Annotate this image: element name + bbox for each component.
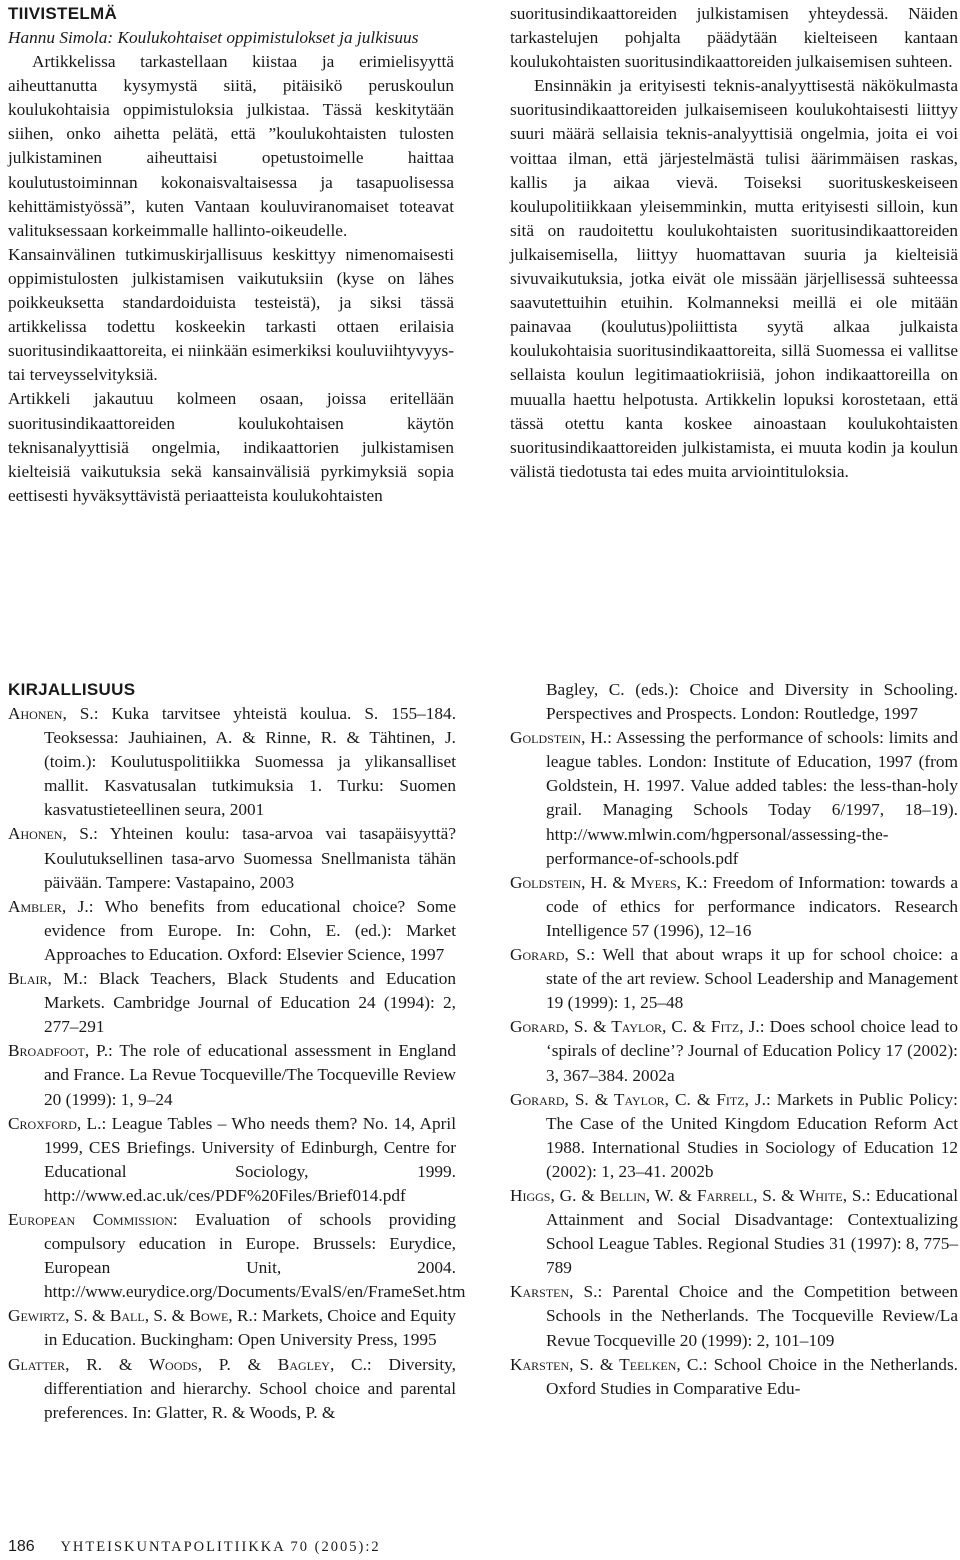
reference-text: : Does school choice lead to ‘spirals of decline’? Journal of Education Policy 17 (2002): 3, 367–384. 2002a [546, 1017, 959, 1085]
abstract-heading: TIIVISTELMÄ [8, 4, 118, 23]
reference-entry [8, 1353, 456, 1425]
abstract-paragraph: Artikkeli jakautuu kolmeen osaan, joissa eritellään suoritusindikaattoreiden koulukohtaisen käytön teknisanalyyttisiä ongelmia, indikaattorien julkistamisen kielteisiä vaikutuksia sekä kansainvälisiä pyrkimyksiä sopia eettisesti hyväksyttävistä periaatteista koulukohtaisten [8, 389, 454, 505]
reference-text: : League Tables – Who needs them? No. 14, April 1999, CES Briefings. University of Edinburgh, Centre for Educational Sociology, 1999. http://www.ed.ac.uk/ces/PDF%20Files/Brief014.pdf [44, 1113, 456, 1205]
reference-entry [8, 895, 456, 967]
reference-text: : Who benefits from educational choice? Some evidence from Europe. In: Cohn, E. (ed.): Market Approaches to Education. Oxford: Elsevier Science, 1997 [44, 896, 456, 964]
reference-entry [8, 1208, 466, 1304]
reference-entry [510, 943, 958, 1015]
reference-entry [510, 726, 958, 871]
reference-authors: Goldstein, H. & Myers, K. [510, 872, 703, 892]
reference-text: : Black Teachers, Black Students and Education Markets. Cambridge Journal of Education 24 (1994): 2, 277–291 [44, 969, 456, 1037]
reference-text: : Kuka tarvitsee yhteistä koulua. S. 155–184. Teoksessa: Jauhiainen, A. & Rinne, R. & Tähtinen, J. (toim.): Koulutuspolitiikka Suomessa ja ylikansalliset mallit. Kasvatusalan tutkimuksia 1. Turku: Suomen kasvatustieteellinen seura, 2001 [44, 704, 457, 820]
reference-authors: Blair, M. [8, 969, 83, 989]
reference-authors: European Commission [8, 1209, 173, 1229]
reference-entry [8, 822, 456, 894]
reference-authors: Karsten, S. & Teelken, C. [510, 1354, 703, 1374]
abstract-right-column [510, 2, 958, 484]
abstract-paragraph: suoritusindikaattoreiden julkistamisen yhteydessä. Näiden tarkastelujen pohjalta päädytään kielteiseen kantaan koulukohtaisten suoritusindikaattoreiden julkaisemisen suhteen. [510, 4, 958, 72]
reference-entry [8, 1112, 456, 1208]
reference-entry [510, 1353, 958, 1401]
references-right-column [510, 678, 958, 1401]
reference-authors: Croxford, L. [8, 1113, 102, 1133]
reference-authors: Ambler, J. [8, 896, 89, 916]
abstract-paragraph: Ensinnäkin ja erityisesti teknis-analyyttisestä näkökulmasta suoritusindikaattoreiden julkaisemiseen koulukohtaisesti liittyy suuri määrä sellaisia teknis-analyyttisiä ongelmia, joita ei voi voittaa ilman, että järjestelmästä tulisi äärimmäisen raskas, kallis ja aikaa vievä. Toiseksi suorituskeskeiseen koulupolitiikkaan yleisemminkin, mutta erityisesti silloin, kun sitä on raudoitettu koulukohtaisten suoritusindikaattoreiden julkaisemisella, liittyy huomattavan suuria ja kielteisiä sivuvaikutuksia, jotka eivät ole missään järjellisessä suhteessa saavutettuihin etuihin. Kolmanneksi meillä ei ole mitään painavaa (koulutus)poliittista syytä alkaa julkaista koulukohtaisia suoritusindikaattoreita, sillä Suomessa ei vallitse sellaista koulun legitimaatiokriisiä, johon indikaattoreilla on muualla haettu helpotusta. Artikkelin lopuksi korostetaan, että tässä otettu kanta koskee ainoastaan koulukohtaisten suoritusindikaattoreiden julkistamista, ei muuta kodin ja koulun välistä tiedotusta tai edes muita arviointituloksia. [510, 76, 958, 481]
reference-text: : Well that about wraps it up for school choice: a state of the art review. School Leadership and Management 19 (1999): 1, 25–48 [546, 945, 958, 1013]
reference-authors: Goldstein, H. [510, 728, 608, 748]
reference-text: : Educational Attainment and Social Disadvantage: Contextualizing School League Tables. Regional Studies 31 (1997): 8, 775–789 [546, 1185, 959, 1278]
references-heading: KIRJALLISUUS [8, 680, 136, 699]
reference-entry [8, 1039, 456, 1111]
abstract-author-title: Hannu Simola: Koulukohtaiset oppimistulokset ja julkisuus [8, 28, 419, 47]
reference-authors: Gorard, S. [510, 945, 591, 965]
reference-authors: Ahonen, S. [8, 704, 94, 723]
reference-text: : Freedom of Information: towards a code of ethics for performance indicators. Research Intelligence 57 (1996), 12–16 [546, 872, 958, 940]
reference-entry [510, 1088, 958, 1184]
reference-authors: Gewirtz, S. & Ball, S. & Bowe, R. [8, 1306, 253, 1326]
page-footer [8, 1536, 568, 1558]
reference-entry [510, 871, 958, 943]
reference-entry [510, 1184, 958, 1280]
abstract-paragraph: Kansainvälinen tutkimuskirjallisuus keskittyy nimenomaisesti oppimistulosten julkistamisen vaikutuksiin (kyse on lähes poikkeuksetta standardoiduista testeistä), ja siksi tässä artikkelissa todettu koskeekin tarkasti ottaen erilaisia suoritusindikaattoreita, ei niinkään esimerkiksi kouluviihtyvyys- tai terveysselvityksiä. [8, 244, 454, 385]
reference-authors: Ahonen, S. [8, 824, 94, 844]
reference-text: : Evaluation of schools providing compulsory education in Europe. Brussels: Eurydice, European Unit, 2004. http://www.eurydice.org/Documents/EvalS/en/FrameSet.htm [44, 1209, 466, 1302]
reference-entry [8, 967, 456, 1039]
reference-text: : School Choice in the Netherlands. Oxford Studies in Comparative Edu- [546, 1354, 958, 1398]
reference-entry [510, 1015, 958, 1087]
reference-entry [510, 1280, 958, 1352]
reference-authors: Gorard, S. & Taylor, C. & Fitz, J. [510, 1089, 766, 1109]
reference-text: : Diversity, differentiation and hierarchy. School choice and parental preferences. In: Glatter, R. & Woods, P. & [44, 1354, 457, 1422]
reference-authors: Broadfoot, P. [8, 1041, 109, 1061]
reference-continuation: Bagley, C. (eds.): Choice and Diversity in Schooling. Perspectives and Prospects. London: Routledge, 1997 [546, 680, 958, 724]
reference-text: : Markets in Public Policy: The Case of the United Kingdom Education Reform Act 1988. International Studies in Sociology of Education 12 (2002): 1, 23–41. 2002b [546, 1089, 958, 1181]
reference-text: : Parental Choice and the Competition between Schools in the Netherlands. The Tocqueville Review/La Revue Tocqueville 20 (1999): 2, 101–109 [546, 1282, 958, 1350]
reference-authors: Gorard, S. & Taylor, C. & Fitz, J. [510, 1017, 760, 1037]
reference-authors: Higgs, G. & Bellin, W. & Farrell, S. & White, S. [510, 1185, 866, 1205]
reference-authors: Karsten, S. [510, 1282, 598, 1302]
abstract-paragraph: Artikkelissa tarkastellaan kiistaa ja erimielisyyttä aiheuttanutta kysymystä siitä, pitäisikö peruskoulun koulukohtaisia oppimistuloksia julkistaa. Tässä keskitytään siihen, onko aihetta pelätä, että ”koulukohtaisten tulosten julkistaminen aiheuttaisi opetustoimelle haittaa koulutustoiminnan kokonaisvaltaisessa ja tasapuolisessa kehittämistyössä”, kuten Vantaan kouluviranomaiset toteavat valituksessaan korkeimmalle hallinto-oikeudelle. [8, 52, 454, 240]
page-number: 186 [8, 1538, 35, 1555]
reference-text: : Yhteinen koulu: tasa-arvoa vai tasapäisyyttä? Koulutuksellinen tasa-arvo Suomessa Snellmanista tähän päivään. Tampere: Vastapaino, 2003 [44, 824, 457, 892]
reference-authors: Glatter, R. & Woods, P. & Bagley, C. [8, 1354, 367, 1374]
reference-text: : Assessing the performance of schools: limits and league tables. London: Institute of Education, 1997 (from Goldstein, H. 1997. Value added tables: the less-than-holy grail. Managing Schools Today 6/1997, 18–19). http://www.mlwin.com/hgpersonal/assessing-the-performance-of-schools.pdf [546, 728, 958, 868]
journal-name: YHTEISKUNTAPOLITIIKKA 70 (2005):2 [60, 1539, 381, 1555]
reference-text: : The role of educational assessment in England and France. La Revue Tocqueville/The Tocqueville Review 20 (1999): 1, 9–24 [44, 1041, 456, 1109]
reference-text: : Markets, Choice and Equity in Education. Buckingham: Open University Press, 1995 [44, 1306, 457, 1350]
abstract-left-column [8, 2, 454, 508]
reference-entry [8, 1304, 456, 1352]
reference-entry [8, 702, 456, 822]
references-left-column [8, 678, 466, 1425]
